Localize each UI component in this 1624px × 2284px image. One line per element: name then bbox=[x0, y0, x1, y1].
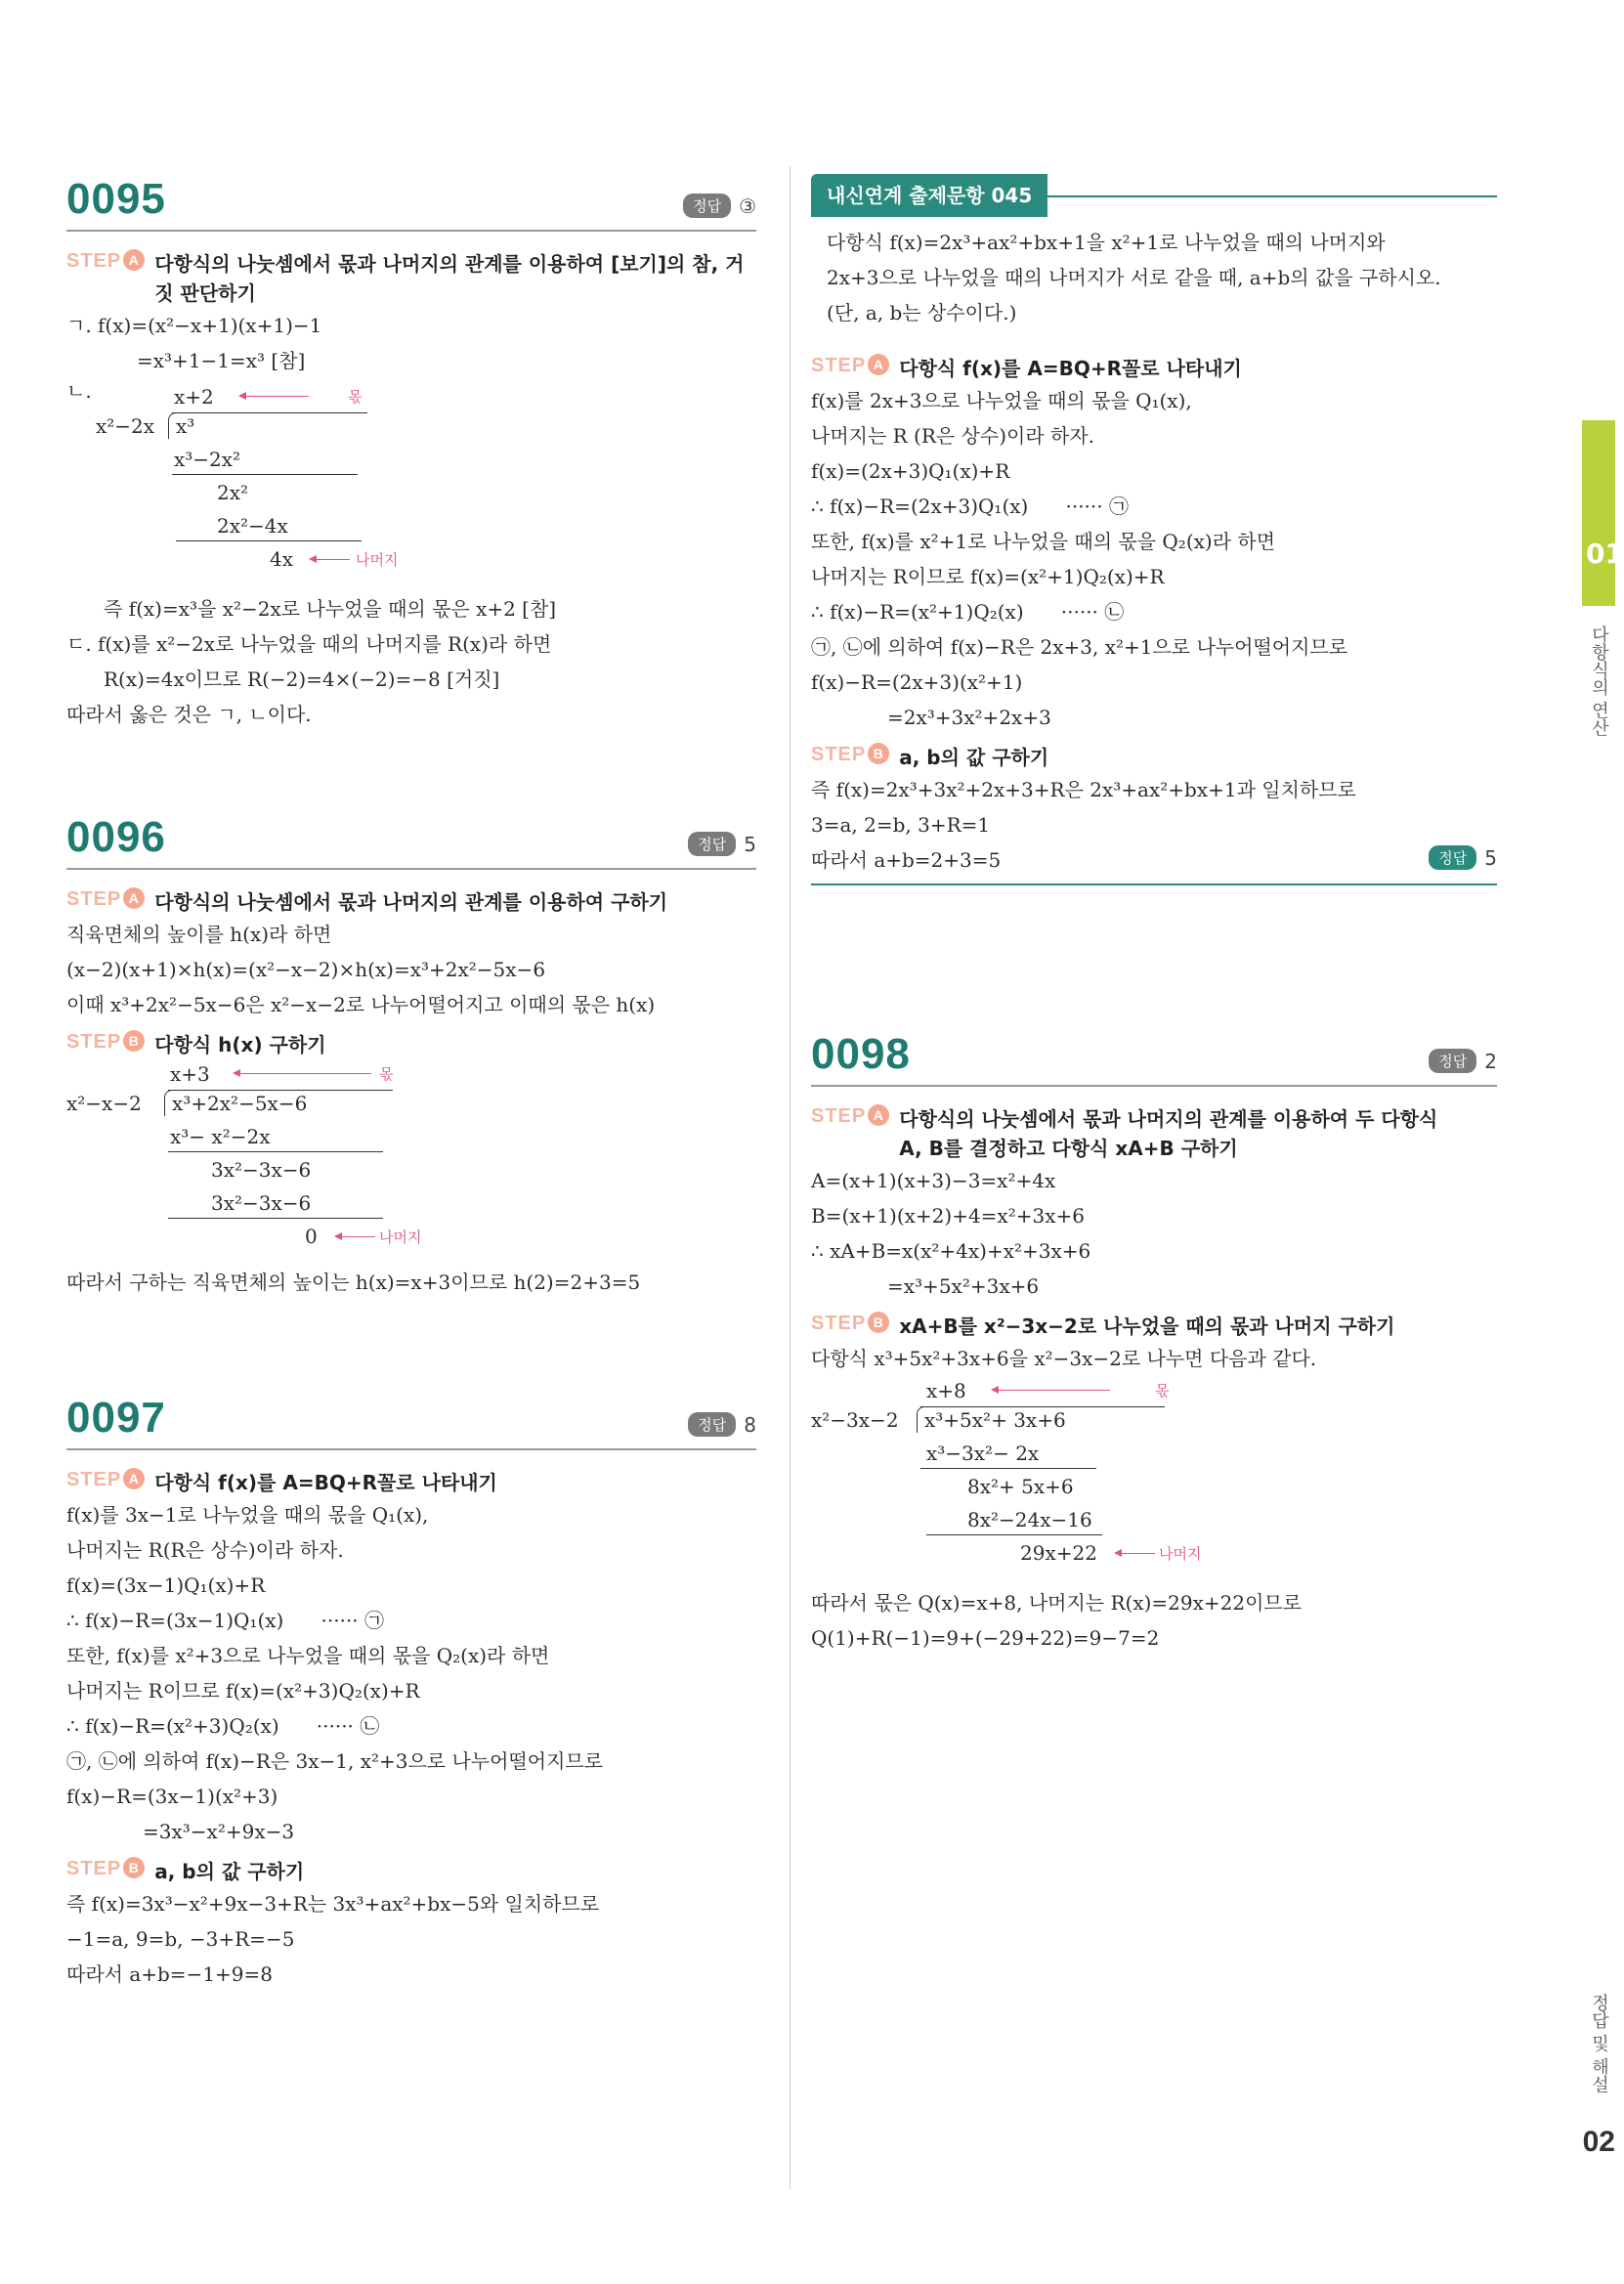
problem-number: 0097 bbox=[66, 1394, 166, 1442]
note-quotient: 몫 bbox=[348, 388, 363, 406]
arrow-icon bbox=[235, 1073, 371, 1074]
problem-0095 bbox=[66, 171, 756, 732]
dividend: x³+5x²+ 3x+6 bbox=[924, 1408, 1066, 1432]
solution-line: =2x³+3x²+2x+3 bbox=[887, 706, 1051, 729]
solution-line: 따라서 a+b=2+3=5 bbox=[811, 848, 1002, 872]
step-badge: STEP B bbox=[811, 743, 889, 766]
solution-line: f(x)=(2x+3)Q₁(x)+R bbox=[811, 459, 1010, 483]
solution-line: 나머지는 R이므로 f(x)=(x²+1)Q₂(x)+R bbox=[811, 565, 1165, 588]
solution-line: f(x)−R=(3x−1)(x²+3) bbox=[66, 1785, 278, 1808]
step-title: a, b의 값 구하기 bbox=[899, 746, 1049, 769]
question bbox=[811, 225, 1497, 330]
section-title: 정답 및 해설 bbox=[1589, 1994, 1609, 2093]
step-title: a, b의 값 구하기 bbox=[154, 1860, 305, 1883]
final-row bbox=[811, 842, 1497, 885]
answer-badge bbox=[688, 1412, 756, 1437]
solution-line: ∴ f(x)−R=(x²+1)Q₂(x) ······ ㉡ bbox=[811, 600, 1125, 624]
arrow-icon bbox=[240, 396, 309, 397]
remainder: 4x bbox=[270, 547, 294, 571]
step-title: 다항식의 나눗셈에서 몫과 나머지의 관계를 이용하여 구하기 bbox=[154, 890, 668, 914]
solution-line: ∴ f(x)−R=(2x+3)Q₁(x) ······ ㉠ bbox=[811, 495, 1129, 518]
solution-line: 따라서 몫은 Q(x)=x+8, 나머지는 R(x)=29x+22이므로 bbox=[811, 1591, 1303, 1615]
remainder: 0 bbox=[305, 1225, 318, 1248]
problem-0097 bbox=[66, 1390, 756, 1992]
problem-header bbox=[66, 1390, 756, 1450]
step-a bbox=[811, 354, 1497, 383]
step-b bbox=[811, 1312, 1497, 1341]
solution-line: f(x)−R=(2x+3)(x²+1) bbox=[811, 670, 1023, 694]
solution-line: 또한, f(x)를 x²+1로 나누었을 때의 몫을 Q₂(x)라 하면 bbox=[811, 530, 1276, 553]
solution-line: 다항식 x³+5x²+3x+6을 x²−3x−2로 나누면 다음과 같다. bbox=[811, 1347, 1317, 1370]
step-title: 다항식 f(x)를 A=BQ+R꼴로 나타내기 bbox=[154, 1471, 497, 1494]
solution-line: ∴ f(x)−R=(3x−1)Q₁(x) ······ ㉠ bbox=[66, 1609, 384, 1632]
problem-header bbox=[66, 171, 756, 232]
division-step: x³− x²−2x bbox=[170, 1125, 271, 1148]
division-step: 8x²+ 5x+6 bbox=[967, 1475, 1074, 1498]
solution-line: ㄱ. f(x)=(x²−x+1)(x+1)−1 bbox=[66, 314, 322, 337]
answer-value: 5 bbox=[1484, 845, 1497, 870]
solution-line: =x³+1−1=x³ [참] bbox=[137, 349, 306, 372]
remainder: 29x+22 bbox=[1020, 1541, 1097, 1565]
step-a bbox=[811, 1104, 1497, 1163]
step-badge: STEP A bbox=[811, 1104, 889, 1128]
solution-line: =3x³−x²+9x−3 bbox=[143, 1820, 295, 1843]
division-rule bbox=[176, 540, 362, 541]
arrow-icon bbox=[336, 1236, 375, 1237]
solution-line: ∴ f(x)−R=(x²+3)Q₂(x) ······ ㉡ bbox=[66, 1714, 380, 1738]
note-quotient: 몫 bbox=[1155, 1382, 1170, 1400]
solution-line: f(x)=(3x−1)Q₁(x)+R bbox=[66, 1573, 266, 1597]
step-badge: STEP B bbox=[811, 1312, 889, 1335]
solution-line: 나머지는 R (R은 상수)이라 하자. bbox=[811, 424, 1095, 448]
solution-line: 또한, f(x)를 x²+3으로 나누었을 때의 몫을 Q₂(x)라 하면 bbox=[66, 1644, 550, 1667]
quotient: x+8 bbox=[926, 1379, 966, 1402]
linked-tag-label: 내신연계 출제문항 045 bbox=[811, 174, 1047, 217]
solution-line: ㉠, ㉡에 의하여 f(x)−R은 3x−1, x²+3으로 나누어떨어지므로 bbox=[66, 1749, 604, 1773]
step-title: xA+B를 x²−3x−2로 나누었을 때의 몫과 나머지 구하기 bbox=[899, 1314, 1395, 1338]
solution-line: =x³+5x²+3x+6 bbox=[887, 1274, 1040, 1298]
step-b bbox=[811, 743, 1497, 772]
solution-line: (x−2)(x+1)×h(x)=(x²−x−2)×h(x)=x³+2x²−5x−6 bbox=[66, 958, 546, 981]
solution-line: 따라서 a+b=−1+9=8 bbox=[66, 1962, 274, 1986]
chapter-number: 01 bbox=[1586, 538, 1624, 570]
quotient: x+2 bbox=[174, 385, 214, 409]
step-badge: STEP A bbox=[66, 1468, 145, 1491]
answer-label: 정답 bbox=[1429, 1049, 1476, 1073]
solution-line: ∴ xA+B=x(x²+4x)+x²+3x+6 bbox=[811, 1239, 1091, 1263]
answer-value: 2 bbox=[1484, 1049, 1497, 1073]
solution-line: 나머지는 R(R은 상수)이라 하자. bbox=[66, 1538, 344, 1562]
solution-line: R(x)=4x이므로 R(−2)=4×(−2)=−8 [거짓] bbox=[104, 668, 500, 691]
question-line: 다항식 f(x)=2x³+ax²+bx+1을 x²+1로 나누었을 때의 나머지와 bbox=[827, 231, 1386, 254]
divisor: x²−x−2 bbox=[66, 1092, 142, 1115]
solution-line: f(x)를 3x−1로 나누었을 때의 몫을 Q₁(x), bbox=[66, 1503, 429, 1527]
solution-line: ㄷ. f(x)를 x²−2x로 나누었을 때의 나머지를 R(x)라 하면 bbox=[66, 632, 552, 656]
dividend: x³ bbox=[176, 414, 195, 438]
solution-line: f(x)를 2x+3으로 나누었을 때의 몫을 Q₁(x), bbox=[811, 389, 1192, 412]
arrow-icon bbox=[993, 1390, 1110, 1391]
step-badge: STEP B bbox=[66, 1030, 145, 1054]
division-step: 3x²−3x−6 bbox=[211, 1158, 312, 1182]
note-remainder: 나머지 bbox=[1159, 1545, 1202, 1563]
problem-header bbox=[66, 809, 756, 870]
division-step: 8x²−24x−16 bbox=[967, 1508, 1092, 1531]
long-division bbox=[66, 1062, 756, 1257]
step-a bbox=[66, 1468, 756, 1497]
answer-value: 5 bbox=[744, 832, 756, 856]
note-remainder: 나머지 bbox=[356, 551, 399, 569]
answer-badge bbox=[1429, 1049, 1497, 1073]
page-number: 02 bbox=[1582, 2126, 1615, 2158]
solution-line: B=(x+1)(x+2)+4=x²+3x+6 bbox=[811, 1204, 1085, 1228]
step-title: 다항식의 나눗셈에서 몫과 나머지의 관계를 이용하여 [보기]의 참, 거짓 판단하기 bbox=[154, 252, 745, 305]
problem-number: 0098 bbox=[811, 1030, 911, 1078]
chapter-title: 다항식의 연산 bbox=[1589, 625, 1609, 737]
answer-badge bbox=[1429, 845, 1497, 870]
solution-line: 직육면체의 높이를 h(x)라 하면 bbox=[66, 923, 332, 946]
answer-value: ③ bbox=[739, 194, 756, 218]
problem-0098 bbox=[811, 1026, 1497, 1656]
divisor: x²−2x bbox=[96, 414, 155, 438]
step-badge: STEP B bbox=[66, 1857, 145, 1880]
division-step: 3x²−3x−6 bbox=[211, 1191, 312, 1215]
note-quotient: 몫 bbox=[379, 1065, 394, 1083]
solution-line: 따라서 옳은 것은 ㄱ, ㄴ이다. bbox=[66, 703, 312, 726]
division-step: x³−2x² bbox=[174, 448, 241, 471]
division-rule bbox=[920, 1468, 1096, 1469]
step-title: 다항식 h(x) 구하기 bbox=[154, 1033, 326, 1056]
step-a bbox=[66, 887, 756, 917]
solution-line: 나머지는 R이므로 f(x)=(x²+3)Q₂(x)+R bbox=[66, 1679, 420, 1702]
question-line: (단, a, b는 상수이다.) bbox=[827, 301, 1017, 324]
solution-line: 따라서 구하는 직육면체의 높이는 h(x)=x+3이므로 h(2)=2+3=5 bbox=[66, 1271, 641, 1294]
division-rule bbox=[926, 1534, 1102, 1535]
answer-badge bbox=[688, 832, 756, 856]
solution-line: 즉 f(x)=2x³+3x²+2x+3+R은 2x³+ax²+bx+1과 일치하므로 bbox=[811, 778, 1356, 801]
step-title: 다항식 f(x)를 A=BQ+R꼴로 나타내기 bbox=[899, 357, 1242, 380]
solution-line: 즉 f(x)=x³을 x²−2x로 나누었을 때의 몫은 x+2 [참] bbox=[104, 597, 557, 621]
answer-label: 정답 bbox=[688, 1412, 736, 1437]
division-step: 2x²−4x bbox=[217, 514, 288, 538]
column-divider bbox=[790, 166, 791, 2189]
problem-header bbox=[811, 1026, 1497, 1087]
step-b bbox=[66, 1857, 756, 1886]
answer-value: 8 bbox=[744, 1412, 756, 1437]
chapter-tab bbox=[1582, 420, 1624, 606]
answer-label: 정답 bbox=[683, 194, 731, 218]
problem-0096 bbox=[66, 809, 756, 1300]
step-badge: STEP A bbox=[66, 887, 145, 911]
solution-line: 이때 x³+2x²−5x−6은 x²−x−2로 나누어떨어지고 이때의 몫은 h(x) bbox=[66, 993, 656, 1016]
division-rule bbox=[168, 1218, 383, 1219]
arrow-icon bbox=[1116, 1553, 1155, 1554]
quotient: x+3 bbox=[170, 1062, 210, 1086]
solution-line: A=(x+1)(x+3)−3=x²+4x bbox=[811, 1169, 1056, 1192]
solution-line: 3=a, 2=b, 3+R=1 bbox=[811, 813, 991, 837]
solution-line: ㉠, ㉡에 의하여 f(x)−R은 2x+3, x²+1으로 나누어떨어지므로 bbox=[811, 635, 1348, 659]
step-b bbox=[66, 1030, 756, 1059]
long-division bbox=[66, 385, 756, 583]
divisor: x²−3x−2 bbox=[811, 1408, 899, 1432]
division-step: x³−3x²− 2x bbox=[926, 1442, 1040, 1465]
division-step: 2x² bbox=[217, 481, 249, 504]
step-badge: STEP A bbox=[811, 354, 889, 377]
solution-line: ㄴ. bbox=[66, 379, 92, 403]
step-title: 다항식의 나눗셈에서 몫과 나머지의 관계를 이용하여 두 다항식 A, B를 결정하고 다항식 xA+B 구하기 bbox=[899, 1107, 1438, 1160]
answer-badge bbox=[683, 194, 756, 218]
division-rule bbox=[172, 474, 358, 475]
note-remainder: 나머지 bbox=[379, 1228, 422, 1246]
linked-problem-045 bbox=[811, 174, 1497, 885]
linked-tag bbox=[811, 174, 1497, 217]
solution-line: Q(1)+R(−1)=9+(−29+22)=9−7=2 bbox=[811, 1626, 1160, 1650]
division-bar bbox=[172, 412, 367, 413]
answer-label: 정답 bbox=[688, 832, 736, 856]
division-rule bbox=[168, 1151, 383, 1152]
long-division bbox=[811, 1379, 1497, 1577]
arrow-icon bbox=[311, 559, 350, 560]
step-a bbox=[66, 249, 756, 308]
answer-label: 정답 bbox=[1429, 845, 1476, 870]
step-badge: STEP A bbox=[66, 249, 145, 273]
problem-number: 0096 bbox=[66, 813, 166, 861]
solution-line: −1=a, 9=b, −3+R=−5 bbox=[66, 1927, 295, 1951]
solution-line: 즉 f(x)=3x³−x²+9x−3+R는 3x³+ax²+bx−5와 일치하므로 bbox=[66, 1892, 600, 1916]
dividend: x³+2x²−5x−6 bbox=[172, 1092, 308, 1115]
question-line: 2x+3으로 나누었을 때의 나머지가 서로 같을 때, a+b의 값을 구하시오. bbox=[827, 266, 1441, 289]
problem-number: 0095 bbox=[66, 175, 166, 223]
